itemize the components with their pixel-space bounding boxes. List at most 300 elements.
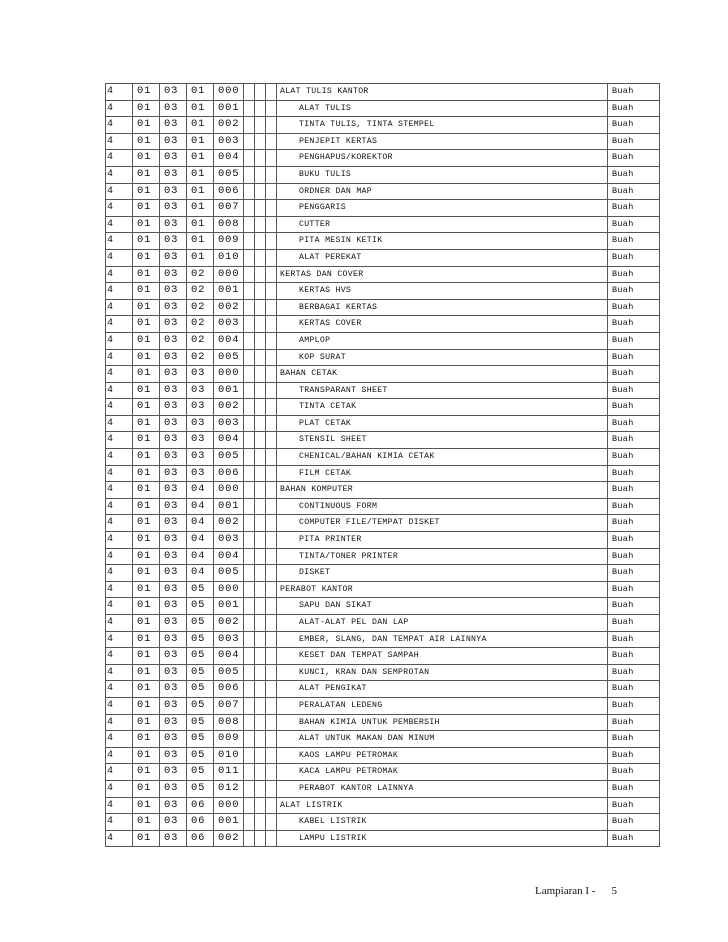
- blank-cell: [255, 316, 266, 333]
- blank-cell: [244, 565, 255, 582]
- table-row: [106, 216, 660, 233]
- code-golongan: 4: [106, 166, 133, 183]
- blank-cell: [266, 84, 277, 101]
- footer-label: Lampiaran I -: [535, 885, 596, 897]
- code-golongan: 4: [106, 664, 133, 681]
- code-golongan: 4: [106, 581, 133, 598]
- blank-cell: [244, 664, 255, 681]
- table-row: [106, 747, 660, 764]
- code-kelompok: 03: [160, 415, 187, 432]
- unit-cell: Buah: [608, 233, 660, 250]
- blank-cell: [266, 349, 277, 366]
- code-kelompok: 03: [160, 747, 187, 764]
- code-kelompok: 03: [160, 581, 187, 598]
- unit-cell: Buah: [608, 332, 660, 349]
- unit-cell: Buah: [608, 830, 660, 847]
- blank-cell: [266, 216, 277, 233]
- code-kelompok: 03: [160, 764, 187, 781]
- blank-cell: [255, 780, 266, 797]
- code-subsubkelompok: 002: [214, 615, 244, 632]
- table-row: [106, 349, 660, 366]
- table-row: [106, 150, 660, 167]
- table-row: [106, 764, 660, 781]
- item-description: KERTAS HVS: [277, 283, 608, 300]
- table-row: [106, 283, 660, 300]
- code-subkelompok: 03: [187, 432, 214, 449]
- group-description: ALAT LISTRIK: [277, 797, 608, 814]
- code-golongan: 4: [106, 565, 133, 582]
- table-row: [106, 266, 660, 283]
- code-bidang: 01: [133, 316, 160, 333]
- unit-cell: Buah: [608, 449, 660, 466]
- blank-cell: [255, 465, 266, 482]
- code-subsubkelompok: 001: [214, 382, 244, 399]
- blank-cell: [266, 283, 277, 300]
- blank-cell: [244, 299, 255, 316]
- code-subsubkelompok: 001: [214, 283, 244, 300]
- table-row: [106, 814, 660, 831]
- code-bidang: 01: [133, 548, 160, 565]
- blank-cell: [244, 332, 255, 349]
- code-kelompok: 03: [160, 598, 187, 615]
- code-golongan: 4: [106, 415, 133, 432]
- table-row: [106, 183, 660, 200]
- blank-cell: [266, 797, 277, 814]
- blank-cell: [244, 133, 255, 150]
- blank-cell: [244, 482, 255, 499]
- unit-cell: Buah: [608, 183, 660, 200]
- blank-cell: [244, 548, 255, 565]
- blank-cell: [266, 714, 277, 731]
- blank-cell: [244, 349, 255, 366]
- code-golongan: 4: [106, 731, 133, 748]
- code-subsubkelompok: 005: [214, 664, 244, 681]
- item-description: ALAT PENGIKAT: [277, 681, 608, 698]
- code-subkelompok: 05: [187, 780, 214, 797]
- blank-cell: [266, 249, 277, 266]
- unit-cell: Buah: [608, 648, 660, 665]
- code-golongan: 4: [106, 764, 133, 781]
- code-bidang: 01: [133, 631, 160, 648]
- item-description: DISKET: [277, 565, 608, 582]
- code-subsubkelompok: 009: [214, 233, 244, 250]
- code-bidang: 01: [133, 266, 160, 283]
- blank-cell: [244, 780, 255, 797]
- code-subkelompok: 03: [187, 449, 214, 466]
- blank-cell: [255, 150, 266, 167]
- item-description: BERBAGAI KERTAS: [277, 299, 608, 316]
- unit-cell: Buah: [608, 166, 660, 183]
- code-bidang: 01: [133, 581, 160, 598]
- code-subkelompok: 05: [187, 714, 214, 731]
- blank-cell: [255, 548, 266, 565]
- blank-cell: [266, 598, 277, 615]
- code-bidang: 01: [133, 166, 160, 183]
- page-footer: [535, 885, 617, 897]
- blank-cell: [266, 548, 277, 565]
- code-bidang: 01: [133, 84, 160, 101]
- table-row: [106, 84, 660, 101]
- code-golongan: 4: [106, 299, 133, 316]
- table-row: [106, 598, 660, 615]
- code-bidang: 01: [133, 814, 160, 831]
- code-kelompok: 03: [160, 266, 187, 283]
- blank-cell: [266, 150, 277, 167]
- code-golongan: 4: [106, 84, 133, 101]
- item-description: KAOS LAMPU PETROMAK: [277, 747, 608, 764]
- blank-cell: [255, 814, 266, 831]
- item-description: PITA PRINTER: [277, 532, 608, 549]
- unit-cell: Buah: [608, 681, 660, 698]
- code-bidang: 01: [133, 382, 160, 399]
- code-bidang: 01: [133, 100, 160, 117]
- code-golongan: 4: [106, 830, 133, 847]
- blank-cell: [266, 764, 277, 781]
- blank-cell: [266, 366, 277, 383]
- code-subkelompok: 01: [187, 133, 214, 150]
- code-golongan: 4: [106, 648, 133, 665]
- code-subkelompok: 05: [187, 697, 214, 714]
- blank-cell: [255, 697, 266, 714]
- unit-cell: Buah: [608, 415, 660, 432]
- item-description: PENGHAPUS/KOREKTOR: [277, 150, 608, 167]
- code-kelompok: 03: [160, 565, 187, 582]
- item-description: BUKU TULIS: [277, 166, 608, 183]
- code-subsubkelompok: 002: [214, 117, 244, 134]
- code-kelompok: 03: [160, 316, 187, 333]
- blank-cell: [255, 283, 266, 300]
- code-bidang: 01: [133, 216, 160, 233]
- code-bidang: 01: [133, 664, 160, 681]
- blank-cell: [244, 432, 255, 449]
- code-kelompok: 03: [160, 681, 187, 698]
- code-subkelompok: 03: [187, 399, 214, 416]
- code-subkelompok: 02: [187, 316, 214, 333]
- table-row: [106, 797, 660, 814]
- blank-cell: [255, 249, 266, 266]
- blank-cell: [244, 731, 255, 748]
- code-subsubkelompok: 000: [214, 84, 244, 101]
- blank-cell: [255, 432, 266, 449]
- code-subsubkelompok: 004: [214, 150, 244, 167]
- blank-cell: [244, 117, 255, 134]
- group-description: KERTAS DAN COVER: [277, 266, 608, 283]
- code-subkelompok: 01: [187, 200, 214, 217]
- table-row: [106, 482, 660, 499]
- item-description: TRANSPARANT SHEET: [277, 382, 608, 399]
- code-bidang: 01: [133, 714, 160, 731]
- blank-cell: [255, 399, 266, 416]
- code-kelompok: 03: [160, 150, 187, 167]
- item-description: ALAT-ALAT PEL DAN LAP: [277, 615, 608, 632]
- code-kelompok: 03: [160, 664, 187, 681]
- table-row: [106, 548, 660, 565]
- blank-cell: [255, 482, 266, 499]
- unit-cell: Buah: [608, 631, 660, 648]
- code-subsubkelompok: 012: [214, 780, 244, 797]
- code-golongan: 4: [106, 216, 133, 233]
- blank-cell: [266, 731, 277, 748]
- code-subkelompok: 04: [187, 532, 214, 549]
- item-description: BAHAN KIMIA UNTUK PEMBERSIH: [277, 714, 608, 731]
- table-row: [106, 731, 660, 748]
- code-subkelompok: 05: [187, 664, 214, 681]
- code-subkelompok: 05: [187, 731, 214, 748]
- code-subkelompok: 06: [187, 797, 214, 814]
- blank-cell: [266, 631, 277, 648]
- table-row: [106, 366, 660, 383]
- blank-cell: [255, 415, 266, 432]
- code-kelompok: 03: [160, 200, 187, 217]
- code-subkelompok: 02: [187, 299, 214, 316]
- code-kelompok: 03: [160, 100, 187, 117]
- unit-cell: Buah: [608, 299, 660, 316]
- code-subsubkelompok: 002: [214, 515, 244, 532]
- blank-cell: [266, 498, 277, 515]
- blank-cell: [266, 432, 277, 449]
- code-bidang: 01: [133, 780, 160, 797]
- blank-cell: [255, 332, 266, 349]
- unit-cell: Buah: [608, 249, 660, 266]
- blank-cell: [266, 515, 277, 532]
- blank-cell: [244, 100, 255, 117]
- item-code-table: [105, 83, 660, 847]
- code-golongan: 4: [106, 814, 133, 831]
- unit-cell: Buah: [608, 200, 660, 217]
- blank-cell: [244, 631, 255, 648]
- blank-cell: [244, 382, 255, 399]
- code-bidang: 01: [133, 515, 160, 532]
- unit-cell: Buah: [608, 133, 660, 150]
- table-row: [106, 200, 660, 217]
- blank-cell: [244, 830, 255, 847]
- code-golongan: 4: [106, 498, 133, 515]
- code-kelompok: 03: [160, 117, 187, 134]
- code-subsubkelompok: 004: [214, 548, 244, 565]
- code-subkelompok: 04: [187, 482, 214, 499]
- item-description: PERABOT KANTOR LAINNYA: [277, 780, 608, 797]
- code-golongan: 4: [106, 266, 133, 283]
- code-subkelompok: 05: [187, 648, 214, 665]
- code-subkelompok: 05: [187, 764, 214, 781]
- code-golongan: 4: [106, 249, 133, 266]
- code-kelompok: 03: [160, 299, 187, 316]
- code-subkelompok: 04: [187, 498, 214, 515]
- code-bidang: 01: [133, 747, 160, 764]
- unit-cell: Buah: [608, 283, 660, 300]
- group-description: PERABOT KANTOR: [277, 581, 608, 598]
- code-kelompok: 03: [160, 714, 187, 731]
- blank-cell: [255, 366, 266, 383]
- table-row: [106, 714, 660, 731]
- unit-cell: Buah: [608, 581, 660, 598]
- table-row: [106, 664, 660, 681]
- blank-cell: [244, 681, 255, 698]
- item-description: ORDNER DAN MAP: [277, 183, 608, 200]
- unit-cell: Buah: [608, 780, 660, 797]
- code-kelompok: 03: [160, 399, 187, 416]
- unit-cell: Buah: [608, 532, 660, 549]
- blank-cell: [244, 532, 255, 549]
- code-golongan: 4: [106, 382, 133, 399]
- code-kelompok: 03: [160, 697, 187, 714]
- table-row: [106, 249, 660, 266]
- code-subsubkelompok: 004: [214, 332, 244, 349]
- blank-cell: [266, 648, 277, 665]
- blank-cell: [255, 648, 266, 665]
- code-kelompok: 03: [160, 133, 187, 150]
- blank-cell: [255, 349, 266, 366]
- code-bidang: 01: [133, 449, 160, 466]
- blank-cell: [266, 332, 277, 349]
- table-row: [106, 415, 660, 432]
- code-subsubkelompok: 000: [214, 581, 244, 598]
- blank-cell: [255, 797, 266, 814]
- code-subkelompok: 01: [187, 166, 214, 183]
- blank-cell: [266, 166, 277, 183]
- code-subkelompok: 03: [187, 415, 214, 432]
- table-row: [106, 432, 660, 449]
- code-golongan: 4: [106, 780, 133, 797]
- blank-cell: [255, 598, 266, 615]
- unit-cell: Buah: [608, 366, 660, 383]
- code-bidang: 01: [133, 415, 160, 432]
- code-subkelompok: 01: [187, 100, 214, 117]
- code-kelompok: 03: [160, 84, 187, 101]
- blank-cell: [244, 150, 255, 167]
- code-subkelompok: 01: [187, 150, 214, 167]
- code-subsubkelompok: 000: [214, 266, 244, 283]
- item-description: TINTA CETAK: [277, 399, 608, 416]
- code-subsubkelompok: 011: [214, 764, 244, 781]
- blank-cell: [244, 814, 255, 831]
- blank-cell: [244, 84, 255, 101]
- code-kelompok: 03: [160, 366, 187, 383]
- item-description: KACA LAMPU PETROMAK: [277, 764, 608, 781]
- code-subsubkelompok: 005: [214, 349, 244, 366]
- code-golongan: 4: [106, 598, 133, 615]
- code-golongan: 4: [106, 797, 133, 814]
- blank-cell: [266, 316, 277, 333]
- blank-cell: [244, 449, 255, 466]
- code-subkelompok: 05: [187, 747, 214, 764]
- code-subsubkelompok: 003: [214, 631, 244, 648]
- blank-cell: [266, 449, 277, 466]
- blank-cell: [266, 482, 277, 499]
- code-kelompok: 03: [160, 548, 187, 565]
- code-bidang: 01: [133, 399, 160, 416]
- blank-cell: [266, 565, 277, 582]
- code-kelompok: 03: [160, 382, 187, 399]
- unit-cell: Buah: [608, 615, 660, 632]
- code-bidang: 01: [133, 681, 160, 698]
- blank-cell: [244, 283, 255, 300]
- unit-cell: Buah: [608, 548, 660, 565]
- code-bidang: 01: [133, 249, 160, 266]
- blank-cell: [244, 249, 255, 266]
- item-description: TINTA/TONER PRINTER: [277, 548, 608, 565]
- code-kelompok: 03: [160, 830, 187, 847]
- code-golongan: 4: [106, 332, 133, 349]
- blank-cell: [255, 233, 266, 250]
- blank-cell: [255, 747, 266, 764]
- item-description: CUTTER: [277, 216, 608, 233]
- code-subsubkelompok: 005: [214, 565, 244, 582]
- code-kelompok: 03: [160, 432, 187, 449]
- code-subsubkelompok: 002: [214, 830, 244, 847]
- code-bidang: 01: [133, 565, 160, 582]
- table-row: [106, 100, 660, 117]
- blank-cell: [244, 581, 255, 598]
- blank-cell: [255, 731, 266, 748]
- blank-cell: [266, 747, 277, 764]
- group-description: ALAT TULIS KANTOR: [277, 84, 608, 101]
- table-row: [106, 332, 660, 349]
- blank-cell: [244, 598, 255, 615]
- code-bidang: 01: [133, 283, 160, 300]
- code-subsubkelompok: 010: [214, 747, 244, 764]
- item-description: ALAT PEREKAT: [277, 249, 608, 266]
- unit-cell: Buah: [608, 84, 660, 101]
- code-golongan: 4: [106, 515, 133, 532]
- code-kelompok: 03: [160, 648, 187, 665]
- code-subsubkelompok: 000: [214, 797, 244, 814]
- code-subkelompok: 03: [187, 366, 214, 383]
- code-bidang: 01: [133, 532, 160, 549]
- blank-cell: [244, 233, 255, 250]
- item-description: STENSIL SHEET: [277, 432, 608, 449]
- code-subkelompok: 04: [187, 548, 214, 565]
- code-bidang: 01: [133, 233, 160, 250]
- code-subkelompok: 05: [187, 681, 214, 698]
- code-kelompok: 03: [160, 449, 187, 466]
- code-subsubkelompok: 006: [214, 465, 244, 482]
- table-row: [106, 299, 660, 316]
- code-golongan: 4: [106, 615, 133, 632]
- item-description: AMPLOP: [277, 332, 608, 349]
- code-kelompok: 03: [160, 166, 187, 183]
- blank-cell: [255, 631, 266, 648]
- code-golongan: 4: [106, 133, 133, 150]
- unit-cell: Buah: [608, 266, 660, 283]
- blank-cell: [266, 117, 277, 134]
- code-golongan: 4: [106, 432, 133, 449]
- code-kelompok: 03: [160, 216, 187, 233]
- code-kelompok: 03: [160, 498, 187, 515]
- blank-cell: [255, 84, 266, 101]
- blank-cell: [266, 299, 277, 316]
- code-subkelompok: 02: [187, 349, 214, 366]
- blank-cell: [255, 615, 266, 632]
- blank-cell: [244, 465, 255, 482]
- group-description: BAHAN CETAK: [277, 366, 608, 383]
- code-subsubkelompok: 003: [214, 532, 244, 549]
- code-bidang: 01: [133, 731, 160, 748]
- item-description: KABEL LISTRIK: [277, 814, 608, 831]
- code-subkelompok: 05: [187, 598, 214, 615]
- item-description: FILM CETAK: [277, 465, 608, 482]
- table-row: [106, 233, 660, 250]
- blank-cell: [255, 581, 266, 598]
- code-kelompok: 03: [160, 814, 187, 831]
- item-description: KOP SURAT: [277, 349, 608, 366]
- table-row: [106, 581, 660, 598]
- code-bidang: 01: [133, 349, 160, 366]
- code-golongan: 4: [106, 399, 133, 416]
- blank-cell: [244, 797, 255, 814]
- code-kelompok: 03: [160, 332, 187, 349]
- unit-cell: Buah: [608, 515, 660, 532]
